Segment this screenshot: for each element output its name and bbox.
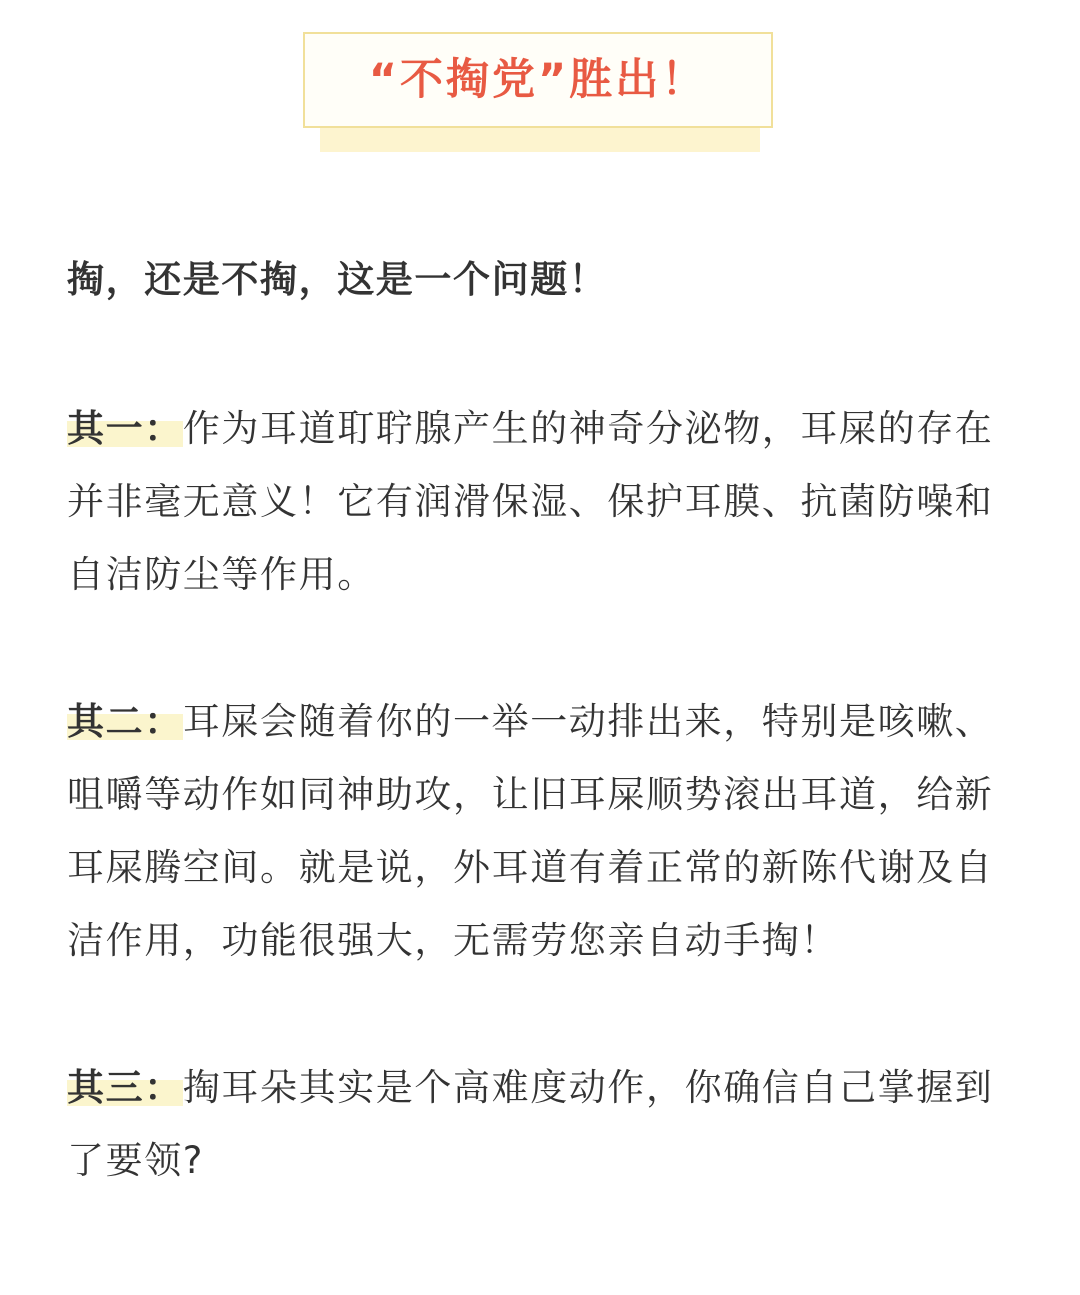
- section-2: [67, 685, 1012, 977]
- section-2-label: 其二：: [67, 700, 183, 743]
- section-3: [67, 1051, 1012, 1197]
- lead-question: 掏，还是不掏，这是一个问题！: [67, 258, 608, 301]
- section-3-label: 其三：: [67, 1066, 183, 1109]
- section-1: [67, 392, 1012, 611]
- section-2-text: 耳屎会随着你的一举一动排出来，特别是咳嗽、咀嚼等动作如同神助攻，让旧耳屎顺势滚出耳道，给新耳屎腾空间。就是说，外耳道有着正常的新陈代谢及自洁作用，功能很强大，无需劳您亲自动手掏！: [67, 700, 994, 962]
- title-box: [303, 32, 773, 128]
- section-1-label: 其一：: [67, 407, 183, 450]
- article-body: [67, 243, 1012, 1197]
- title-banner: [303, 32, 777, 154]
- section-1-text: 作为耳道耵聍腺产生的神奇分泌物，耳屎的存在并非毫无意义！它有润滑保湿、保护耳膜、抗菌防噪和自洁防尘等作用。: [67, 407, 994, 596]
- page-title: “不掏党”胜出！: [368, 54, 708, 105]
- section-3-text: 掏耳朵其实是个高难度动作，你确信自己掌握到了要领?: [67, 1066, 994, 1182]
